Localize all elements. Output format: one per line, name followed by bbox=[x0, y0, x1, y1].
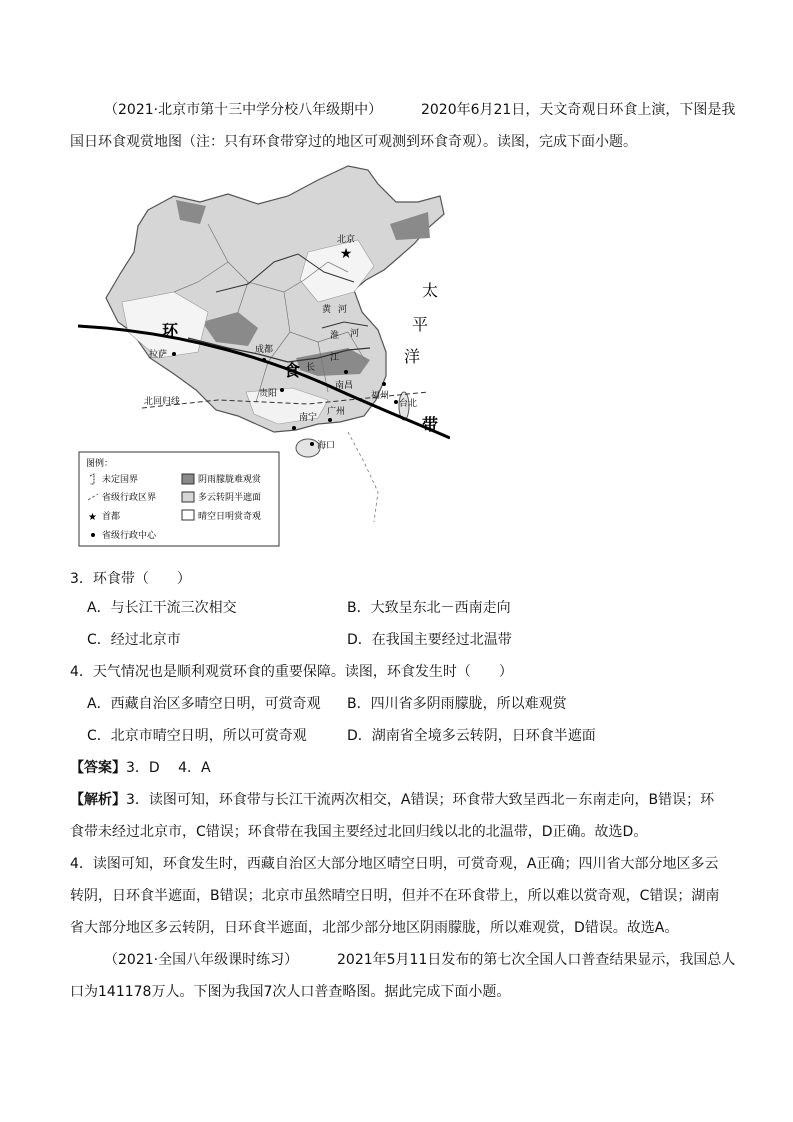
analysis-line-4: 转阴，日环食半遮面，B错误；北京市虽然晴空日明，但并不在环食带上，所以难以赏奇观，C错误；湖南 bbox=[70, 888, 720, 904]
svg-text:阴雨朦胧难观赏: 阴雨朦胧难观赏 bbox=[198, 475, 262, 485]
svg-text:多云转阴半遮面: 多云转阴半遮面 bbox=[198, 493, 262, 503]
svg-text:成都: 成都 bbox=[254, 345, 274, 355]
label-he2: 河 bbox=[350, 329, 360, 339]
svg-text:福州: 福州 bbox=[370, 391, 390, 401]
analysis-text-1: 3．读图可知，环食带与长江干流两次相交，A错误；环食带大致呈西北－东南走向，B错误；环 bbox=[126, 792, 715, 808]
q4-option-d[interactable]: D．湖南省全境多云转阴，日环食半遮面 bbox=[347, 728, 596, 744]
analysis-line-2: 食带未经过北京市，C错误；环食带在我国主要经过北回归线以北的北温带，D正确。故选D。 bbox=[70, 824, 648, 840]
label-taiping: 太 bbox=[422, 281, 439, 300]
answer-line bbox=[70, 758, 211, 778]
label-tropic: 北回归线 bbox=[144, 397, 181, 407]
svg-text:晴空日明赏奇观: 晴空日明赏奇观 bbox=[198, 512, 262, 522]
svg-text:拉萨: 拉萨 bbox=[148, 350, 168, 360]
label-ping: 平 bbox=[412, 315, 429, 334]
question-3-stem: 3．环食带（ ） bbox=[70, 571, 191, 587]
label-huaihe: 淮 bbox=[330, 331, 340, 341]
map-legend bbox=[79, 452, 279, 546]
answer-text: 3．D 4．A bbox=[126, 760, 211, 776]
svg-text:首都: 首都 bbox=[102, 512, 121, 522]
label-changjiang1: 长 bbox=[306, 363, 316, 373]
svg-text:★: ★ bbox=[339, 246, 353, 262]
svg-text:未定国界: 未定国界 bbox=[102, 475, 139, 485]
answer-tag: 【答案】 bbox=[70, 760, 126, 776]
source-label-2: （2021·全国八年级课时练习） bbox=[104, 952, 299, 968]
svg-text:南昌: 南昌 bbox=[334, 381, 354, 391]
intro2-text-line2: 口为141178万人。下图为我国7次人口普查略图。据此完成下面小题。 bbox=[70, 984, 511, 1000]
city-taibei bbox=[394, 397, 417, 409]
analysis-line-5: 省大部分地区多云转阴，日环食半遮面，北部少部分地区阴雨朦胧，所以难观赏，D错误。故选A。 bbox=[70, 920, 679, 936]
q4-option-a[interactable]: A．西藏自治区多晴空日明，可赏奇观 bbox=[87, 696, 321, 712]
question-source-2 bbox=[104, 950, 735, 970]
svg-text:台北: 台北 bbox=[398, 399, 418, 409]
svg-text:贵阳: 贵阳 bbox=[258, 389, 278, 399]
analysis-line-1 bbox=[70, 790, 714, 810]
question-source bbox=[104, 100, 735, 120]
annular-eclipse-map bbox=[78, 162, 450, 552]
q3-option-b[interactable]: B．大致呈东北－西南走向 bbox=[347, 600, 511, 616]
source-label: （2021·北京市第十三中学分校八年级期中） bbox=[104, 102, 383, 118]
intro-text: 2020年6月21日，天文奇观日环食上演，下图是我 bbox=[420, 102, 736, 118]
label-shi: 食 bbox=[284, 361, 301, 380]
svg-text:海口: 海口 bbox=[316, 441, 336, 451]
question-4-stem: 4．天气情况也是顺利观赏环食的重要保障。读图，环食发生时（ ） bbox=[70, 664, 513, 680]
q3-option-c[interactable]: C．经过北京市 bbox=[87, 632, 181, 648]
q3-option-d[interactable]: D．在我国主要经过北温带 bbox=[347, 632, 512, 648]
svg-text:★: ★ bbox=[88, 512, 97, 523]
analysis-tag: 【解析】 bbox=[70, 792, 126, 808]
q4-option-c[interactable]: C．北京市晴空日明，所以可赏奇观 bbox=[87, 728, 307, 744]
q3-option-a[interactable]: A．与长江干流三次相交 bbox=[87, 600, 237, 616]
svg-text:省级行政中心: 省级行政中心 bbox=[102, 531, 157, 541]
analysis-line-3: 4．读图可知，环食发生时，西藏自治区大部分地区晴空日明，可赏奇观，A正确；四川省大部分地区多云 bbox=[70, 856, 719, 872]
label-he1: 河 bbox=[338, 305, 348, 315]
intro2-text: 2021年5月11日发布的第七次全国人口普查结果显示，我国总人 bbox=[337, 952, 736, 968]
svg-text:南宁: 南宁 bbox=[298, 413, 318, 423]
label-yang: 洋 bbox=[404, 347, 421, 366]
svg-text:省级行政区界: 省级行政区界 bbox=[102, 493, 157, 503]
intro-text-line2: 国日环食观赏地图（注：只有环食带穿过的地区可观测到环食奇观）。读图，完成下面小题。 bbox=[70, 134, 637, 150]
svg-text:北京: 北京 bbox=[336, 235, 356, 245]
south-sea-islands bbox=[348, 432, 378, 522]
label-huanghe: 黄 bbox=[322, 305, 332, 315]
label-huan: 环 bbox=[162, 321, 179, 340]
svg-text:图例：: 图例： bbox=[86, 459, 114, 469]
label-dai: 带 bbox=[422, 415, 439, 434]
q4-option-b[interactable]: B．四川省多阴雨朦胧，所以难观赏 bbox=[347, 696, 567, 712]
map-svg bbox=[78, 162, 450, 552]
label-changjiang2: 江 bbox=[330, 353, 340, 363]
svg-text:广州: 广州 bbox=[326, 407, 346, 417]
